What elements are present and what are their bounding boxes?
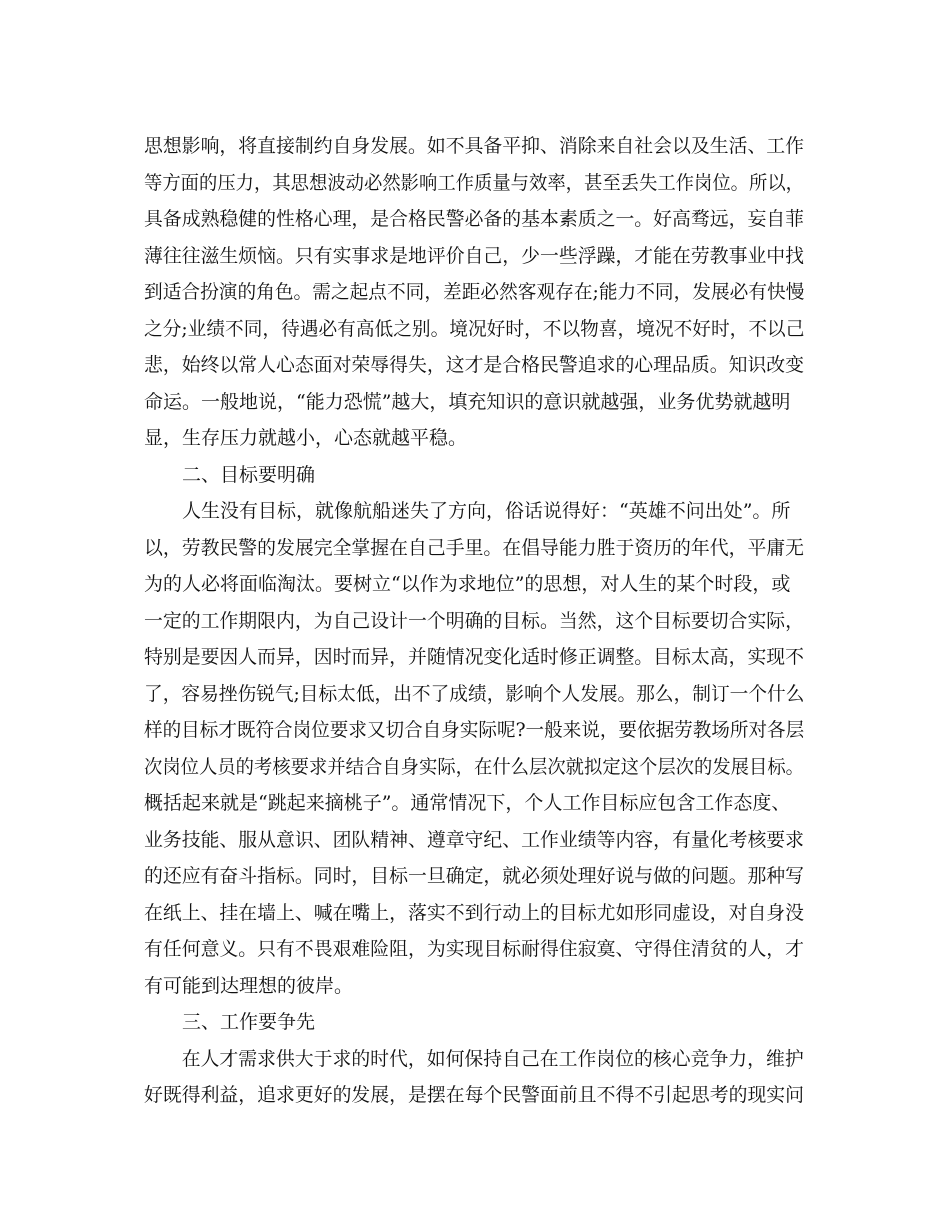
paragraph-first-line: 三、工作要争先 bbox=[182, 1011, 316, 1033]
text-line: 业务技能、服从意识、团队精神、遵章守纪、工作业绩等内容，有量化考核要求 bbox=[144, 828, 805, 851]
text-line: 思想影响，将直接制约自身发展。如不具备平抑、消除来自社会以及生活、工作 bbox=[144, 135, 805, 157]
text-line: 好既得利益，追求更好的发展，是摆在每个民警面前且不得不引起思考的现实问 bbox=[144, 1084, 805, 1106]
paragraph-first-line: 人生没有目标，就像航船迷失了方向，俗话说得好：“英雄不问出处”。所 bbox=[182, 500, 791, 522]
text-line: 在纸上、挂在墙上、喊在嘴上，落实不到行动上的目标尤如形同虚设，对自身没 bbox=[144, 901, 805, 924]
text-line: 有任何意义。只有不畏艰难险阻，为实现目标耐得住寂寞、守得住清贫的人，才 bbox=[144, 938, 805, 960]
text-line: 等方面的压力，其思想波动必然影响工作质量与效率，甚至丢失工作岗位。所以， bbox=[144, 171, 805, 194]
text-line: 为的人必将面临淘汰。要树立“以作为求地位”的思想，对人生的某个时段，或 bbox=[144, 573, 791, 595]
text-line: 概括起来就是“跳起来摘桃子”。通常情况下，个人工作目标应包含工作态度、 bbox=[144, 792, 791, 814]
paragraph-first-line: 二、目标要明确 bbox=[182, 463, 316, 486]
text-line: 薄往往滋生烦恼。只有实事求是地评价自己，少一些浮躁，才能在劳教事业中找 bbox=[144, 244, 805, 267]
document-body-text bbox=[144, 128, 804, 1114]
text-line: 的还应有奋斗指标。同时，目标一旦确定，就必须处理好说与做的问题。那种写 bbox=[144, 865, 805, 887]
text-line: 样的目标才既符合岗位要求又切合自身实际呢?一般来说，要依据劳教场所对各层 bbox=[144, 719, 805, 741]
text-line: 命运。一般地说，“能力恐慌”越大，填充知识的意识就越强，业务优势就越明 bbox=[144, 390, 791, 413]
text-line: 次岗位人员的考核要求并结合自身实际，在什么层次就拟定这个层次的发展目标。 bbox=[144, 755, 805, 778]
text-line: 一定的工作期限内，为自己设计一个明确的目标。当然，这个目标要切合实际， bbox=[144, 609, 805, 632]
text-line: 了，容易挫伤锐气;目标太低，出不了成绩，影响个人发展。那么，制订一个什么 bbox=[144, 682, 805, 705]
text-line: 到适合扮演的角色。需之起点不同，差距必然客观存在;能力不同，发展必有快慢 bbox=[144, 281, 805, 303]
text-line: 之分;业绩不同，待遇必有高低之别。境况好时，不以物喜，境况不好时，不以己 bbox=[144, 317, 805, 340]
paragraph-first-line: 在人才需求供大于求的时代，如何保持自己在工作岗位的核心竞争力，维护 bbox=[181, 1047, 804, 1070]
text-line: 特别是要因人而异，因时而异，并随情况变化适时修正调整。目标太高，实现不 bbox=[144, 646, 805, 668]
text-line: 具备成熟稳健的性格心理，是合格民警必备的基本素质之一。好高骛远，妄自菲 bbox=[144, 208, 805, 230]
text-line: 以，劳教民警的发展完全掌握在自己手里。在倡导能力胜于资历的年代，平庸无 bbox=[144, 536, 805, 559]
text-line: 悲，始终以常人心态面对荣辱得失，这才是合格民警追求的心理品质。知识改变 bbox=[144, 354, 805, 376]
text-line: 有可能到达理想的彼岸。 bbox=[144, 974, 354, 997]
text-line: 显，生存压力就越小，心态就越平稳。 bbox=[144, 427, 468, 449]
